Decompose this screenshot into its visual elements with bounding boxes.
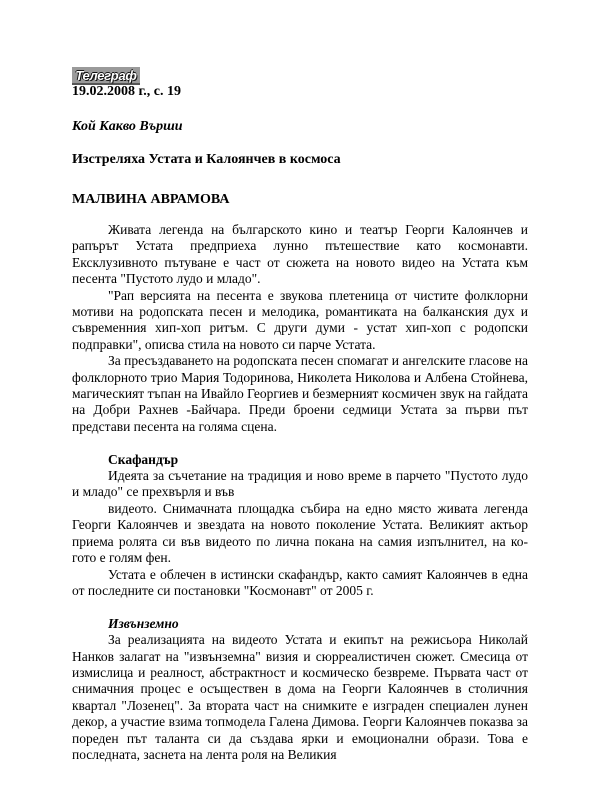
newspaper-logo-text: Телеграф (75, 67, 137, 83)
paragraph-1: Живата легенда на българското кино и театър Георги Калоянчев и рапърът Устата предприеха лунно пътешествие като космонавти. Ексклузивното пътуване е част от сюжета на новото видео на Устата към песента "Пустото лудо и младо". (72, 222, 528, 287)
paragraph-7: За реализацията на видеото Устата и екипът на режисьора Николай Нанков залагат на "извънземна" визия и сюрреалистичен сюжет. Смесица от измислица и реалност, абстрактност и космическо безвреме. Първата част от снимачния процес е осъществен в дома на Георги Калоянчев в столичния квартал "Лозенец". За втората част на снимките е изграден специален лунен декор, а участие взима топмодела Галена Димова. Георги Калоянчев показва за пореден път таланта си да създава ярки и емоционални образи. Това е последната, заснета на лента роля на Великия (72, 632, 528, 762)
rubric: Кой Какво Върши (72, 119, 183, 134)
publication-date: 19.02.2008 г., с. 19 (72, 84, 181, 99)
subheading-alien: Извънземно (108, 615, 179, 631)
subheading-spacesuit: Скафандър (108, 451, 179, 467)
paragraph-4: Идеята за съчетание на традиция и ново време в парчето "Пустото лудо и младо" се прехвърля и във (72, 468, 528, 500)
newspaper-logo (72, 67, 140, 85)
paragraph-6: Устата е облечен в истински скафандър, както самият Калоянчев в една от последните си постановки "Космонавт" от 2005 г. (72, 566, 528, 598)
paragraph-5: видеото. Снимачната площадка събира на едно място живата легенда Георги Калоянчев и звездата на новото поколение Устата. Великият актьор приема ролята си във видеото по лична покана на самия изпълнител, на ко-гото е голям фен. (72, 500, 528, 566)
headline: Изстреляха Устата и Калоянчев в космоса (72, 152, 341, 167)
paragraph-3: За пресъздаването на родопската песен спомагат и ангелските гласове на фолклорното трио Мария Тодоринова, Николета Николова и Албена Стойнева, магическият тъпан на Ивайло Георгиев и безмерният космичен звук на гайдата на Добри Рахнев -Байчара. Преди броени седмици Устата за първи път представи песента на голяма сцена. (72, 353, 528, 434)
article-body (72, 222, 528, 763)
author: МАЛВИНА АВРАМОВА (72, 192, 230, 207)
paragraph-2: "Рап версията на песента е звукова плетеница от чистите фолклорни мотиви на родопската песен и мелодика, романтиката на балканския дух и съвременния хип-хоп ритъм. С други думи - устат хип-хоп с родопски подправки", описва стила на новото си парче Устата. (72, 287, 528, 352)
